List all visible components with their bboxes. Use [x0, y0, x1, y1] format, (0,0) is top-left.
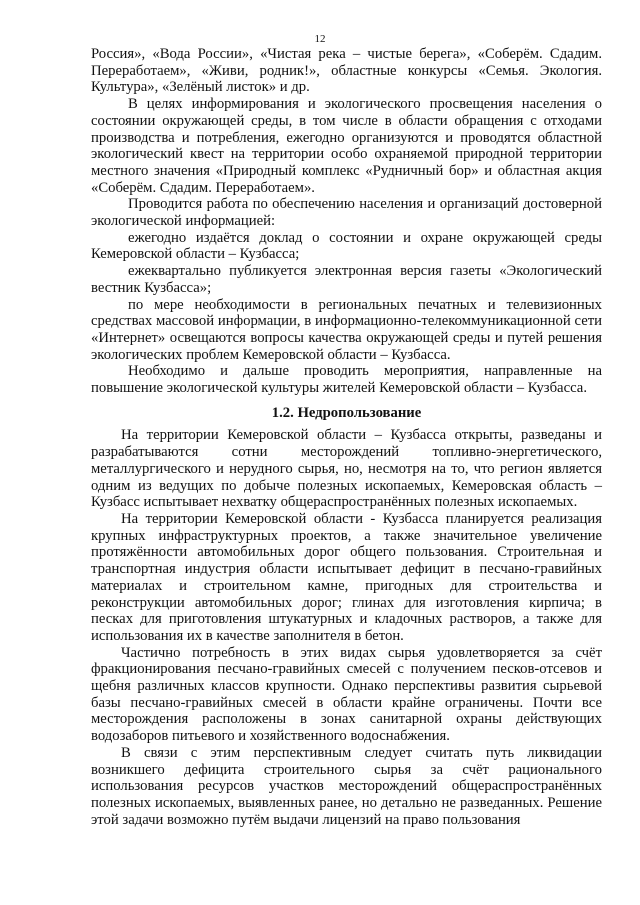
- page-content: [91, 46, 602, 828]
- info-list-item-1: ежегодно издаётся доклад о состоянии и охране окружающей среды Кемеровской области – Кузбасса;: [91, 229, 602, 263]
- intro-paragraph-2: В целях информирования и экологического просвещения населения о состоянии окружающей среды, в том числе в области обращения с отходами производства и потребления, ежегодно организуются и проводятся областной экологический квест на территории особо охраняемой природной территории местного значения «Природный комплекс «Рудничный бор» и областная акция «Соберём. Сдадим. Переработаем».: [91, 96, 602, 196]
- section-heading: 1.2. Недропользование: [271, 404, 422, 421]
- section-paragraph-2: На территории Кемеровской области - Кузбасса планируется реализация крупных инфраструктурных проектов, а также значительное увеличение протяжённости автомобильных дорог общего пользования. Строительная и транспортная индустрия области испытывает дефицит в песчано-гравийных материалах и строительном камне, пригодных для строительства и реконструкции автомобильных дорог; глинах для изготовления кирпича; в песках для приготовления штукатурных и кладочных растворов, а также для использования их в качестве заполнителя в бетон.: [91, 510, 602, 644]
- section-paragraph-4: В связи с этим перспективным следует считать путь ликвидации возникшего дефицита строительного сырья за счёт рационального использования ресурсов участков месторождений общераспространённых полезных ископаемых, выявленных ранее, но детально не разведанных. Решение этой задачи возможно путём выдачи лицензий на право пользования: [91, 744, 602, 828]
- section-paragraph-3: Частично потребность в этих видах сырья удовлетворяется за счёт фракционирования песчано-гравийных смесей с получением песков-отсевов и щебня различных классов крупности. Однако перспективы развития сырьевой базы песчано-гравийных смесей в области крайне ограничены. Почти все месторождения расположены в зонах санитарной охраны действующих водозаборов питьевого и хозяйственного водоснабжения.: [91, 644, 602, 745]
- section-paragraph-1: На территории Кемеровской области – Кузбасса открыты, разведаны и разрабатываются сотни месторождений топливно-энергетического, металлургического и нерудного сырья, но, несмотря на то, что регион является одним из ведущих по добыче полезных ископаемых, Кемеровская область – Кузбасс испытывает нехватку общераспространённых полезных ископаемых.: [91, 427, 602, 511]
- info-list-item-3: по мере необходимости в региональных печатных и телевизионных средствах массовой информации, в информационно-телекоммуникационной сети «Интернет» освещаются вопросы качества окружающей среды и путей решения экологических проблем Кемеровской области – Кузбасса.: [91, 296, 602, 363]
- page-number: 12: [314, 33, 326, 45]
- intro-paragraph-1: Россия», «Вода России», «Чистая река – чистые берега», «Соберём. Сдадим. Переработаем», «Живи, родник!», областные конкурсы «Семья. Экология. Культура», «Зелёный листок» и др.: [91, 46, 602, 96]
- intro-paragraph-conclusion: Необходимо и дальше проводить мероприятия, направленные на повышение экологической культуры жителей Кемеровской области – Кузбасса.: [91, 363, 602, 397]
- intro-paragraph-3: Проводится работа по обеспечению населения и организаций достоверной экологической информацией:: [91, 196, 602, 230]
- info-list-item-2: ежеквартально публикуется электронная версия газеты «Экологический вестник Кузбасса»;: [91, 263, 602, 296]
